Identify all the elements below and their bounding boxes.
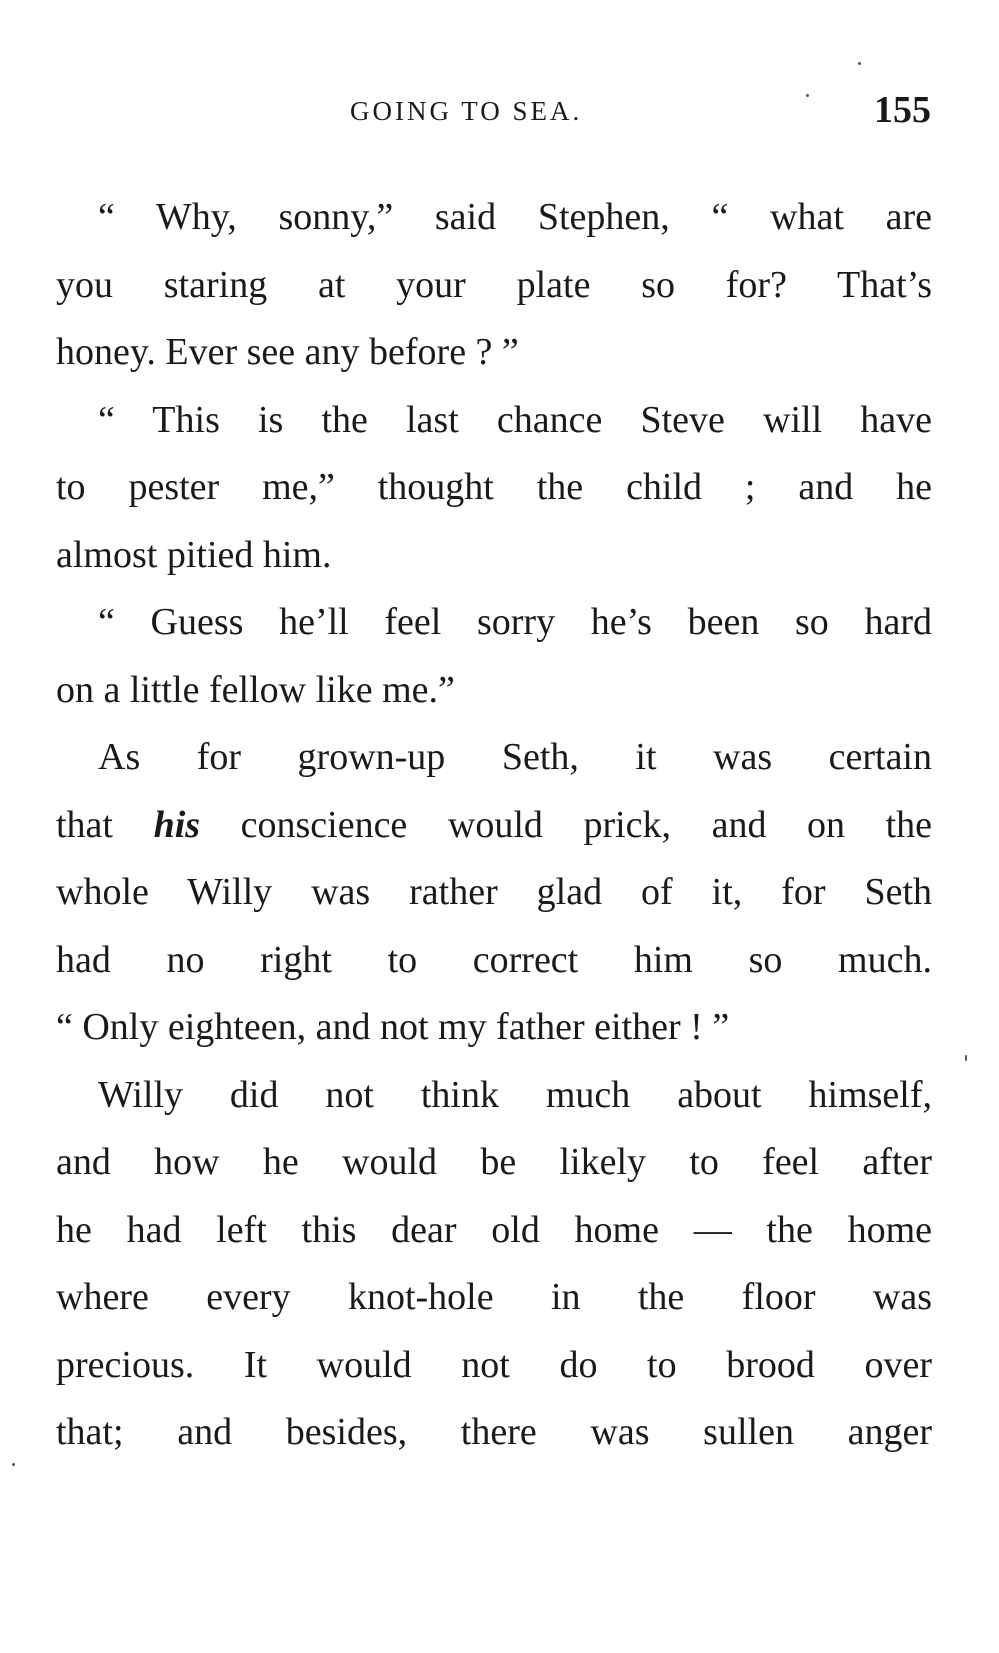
text-line: you staring at your plate so for? That’s [56, 263, 932, 306]
paper-speck [858, 62, 861, 65]
paper-speck [806, 94, 809, 97]
paper-speck [12, 1463, 15, 1466]
text-line: honey. Ever see any before ? ” [56, 331, 519, 373]
text-line: “ Guess he’ll feel sorry he’s been so hard [98, 601, 932, 643]
text-line: had no right to correct him so much. [56, 938, 932, 981]
running-head [0, 88, 999, 132]
text-line: As for grown-up Seth, it was certain [98, 736, 932, 778]
emphasis-word: his [153, 803, 201, 846]
text-line: to pester me,” thought the child ; and he [56, 466, 932, 508]
text-line: “ Only eighteen, and not my father either ! ” [56, 1006, 730, 1048]
text-line: on a little fellow like me.” [56, 668, 455, 711]
text-line: that; and besides, there was sullen anger [56, 1411, 932, 1453]
body-text [56, 184, 932, 1467]
text-line: “ This is the last chance Steve will have [98, 398, 932, 441]
text-line: whole Willy was rather glad of it, for Seth [56, 871, 932, 913]
text-fragment: that [56, 803, 113, 846]
text-line: and how he would be likely to feel after [56, 1141, 932, 1183]
text-fragment: conscience would prick, and on the [240, 803, 933, 846]
page-number: 155 [874, 89, 931, 131]
text-line: precious. It would not do to brood over [56, 1343, 932, 1386]
text-line: Willy did not think much about himself, [98, 1073, 932, 1116]
text-line-with-emphasis [56, 792, 932, 860]
running-title: GOING TO SEA. [350, 96, 583, 126]
text-line: almost pitied him. [56, 533, 332, 576]
text-line: “ Why, sonny,” said Stephen, “ what are [98, 196, 932, 238]
text-line: where every knot-hole in the floor was [56, 1276, 932, 1318]
paper-speck [965, 1055, 967, 1061]
text-line: he had left this dear old home — the home [56, 1208, 932, 1251]
